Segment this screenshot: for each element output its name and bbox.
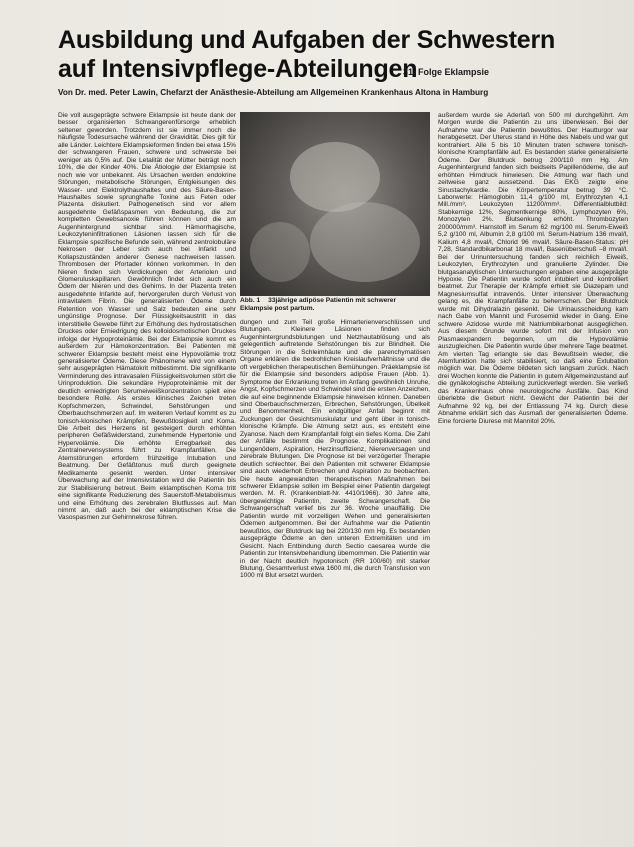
byline: Von Dr. med. Peter Lawin, Chefarzt der Anästhesie-Abteilung am Allgemeinen Krankenhaus Altona in Hamburg [58,88,489,97]
text-column-2 [240,319,430,840]
text-column-1 [58,112,236,840]
column-2-text: dungen und zum Teil große Hirnarterienverschlüssen und Blutungen. Kleinere Läsionen finden sich Augenhintergrundsblutungen und Netzhautablösung und als gelegentlich auftretende Sehstörungen bis zur Blindheit. Die Störungen in die Schleimhäute und die parenchymatösen Organe erklären die bedrohlichen Kreislaufverhältnisse und die oft vergeblichen therapeutischen Bemühungen. Präeklampsie ist für die Eklampsie sind besonders adipöse Frauen (Abb. 1). Symptome der Erkrankung treten im Anfang gewöhnlich Unruhe, Angst, Kopfschmerzen und Schwindel sind die ersten Anzeichen, die auf eine beginnende Eklampsie hinweisen können. Daneben sind Oberbauchschmerzen, Erbrechen, Sehstörungen, Übelkeit und Benommenheit. Ein endgültiger Anfall beginnt mit Zuckungen der Gesichtsmuskulatur und geht über in tonisch-klonische Krämpfe. Die Atmung setzt aus, es entsteht eine Zyanose. Nach dem Krampfanfall folgt ein tiefes Koma. Die Zahl der Anfälle bestimmt die Prognose. Komplikationen sind Lungenödem, Aspiration, Herzinsuffizienz, Nierenversagen und zerebrale Blutungen. Die Prognose ist bei verzögerter Therapie deutlich schlechter. Bei den Patienten mit schwerer Eklampsie sind auch wiederholt Erbrechen und Aspiration zu beobachten. Die heute angewandten therapeutischen Maßnahmen bei schwerer Eklampsie sollen im Beispiel einer Patientin dargelegt werden. M. R. (Krankenblatt-Nr. 4410/1966). 30 Jahre alte, übergewichtige Patientin, zweite Schwangerschaft. Die Schwangerschaft verlief bis zur 36. Woche unauffällig. Die Patientin wurde mit vorzeitigen Wehen und generalisierten Ödemen aufgenommen. Bei der Aufnahme war die Patientin bewußtlos, der Blutdruck lag bei 220/130 mm Hg. Es bestanden ausgeprägte Ödeme an den unteren Extremitäten und im Gesicht. Nach Entbindung durch Sectio caesarea wurde die Patientin zur Intensivbehandlung übernommen. Die Patientin war in der Nacht deutlich hypotonisch (RR 100/60) mit starker Blutung, Gesamtverlust etwa 1600 ml, die durch Transfusion von 1000 ml Blut ersetzt wurden. [240,319,430,580]
figure-caption-text: 33jährige adipöse Patientin mit schwerer Eklampsie post partum. [240,297,397,312]
series-label: 31. Folge Eklampsie [403,67,490,77]
column-3-text: außerdem wurde sie Aderlaß von 500 ml durchgeführt. Am Morgen wurde die Patientin zu uns überwiesen. Bei der Aufnahme war die Patientin bewußtlos. Der Hautturgor war herabgesetzt. Der Uterus stand in Höhe des Nabels und war gut kontrahiert. Alle 5 bis 10 Minuten traten schwere tonisch-klonische Krampfanfälle auf. Es bestanden starke generalisierte Ödeme. Der Blutdruck betrug 200/110 mm Hg. Am Augenhintergrund fanden sich beidseits Papillenödeme, die auf erhöhten Hirndruck hinwiesen. Die Atmung war flach und zeitweise ganz aussetzend. Das EKG zeigte eine Sinustachykardie. Die Körpertemperatur betrug 39 °C. Laborwerte: Hämoglobin 11,4 g/100 ml, Erythrozyten 4,1 Mill./mm³, Leukozyten 11200/mm³. Differentialblutbild: Stabkernige 12%, Segmentkernige 80%, Lymphozyten 6%, Monozyten 2%. Blutsenkung erhöht. Thrombozyten 200000/mm³. Harnstoff im Serum 62 mg/100 ml. Serum-Eiweiß 5,2 g/100 ml, Albumin 2,8 g/100 ml. Serum-Natrium 136 mval/l, Kalium 4,8 mval/l, Chlorid 96 mval/l. Säure-Basen-Status: pH 7,28, Standardbikarbonat 18 mval/l, Basenüberschuß –8 mval/l. Bei der Urinuntersuchung fanden sich reichlich Eiweiß, Leukozyten, Erythrozyten und granulierte Zylinder. Die blutgasanalytischen Untersuchungen ergaben eine ausgeprägte Hypoxie. Die Patientin wurde sofort intubiert und kontrolliert beatmet. Zur Therapie der Krämpfe erhielt sie Diazepam und Magnesiumsulfat intravenös. Unter intensiver Überwachung gelang es, die Krampfanfälle zu beherrschen. Der Blutdruck wurde mit Dihydralazin gesenkt. Die Urinausscheidung kam nach Gabe von Mannit und Furosemid wieder in Gang. Eine schwere Azidose wurde mit Natriumbikarbonat ausgeglichen. Aus diesem Grunde wurde sofort mit der Infusion von Plasmaexpandern begonnen, um die Hypovolämie auszugleichen. Die Patientin wurde über mehrere Tage beatmet. Am vierten Tag erlangte sie das Bewußtsein wieder, die Atemfunktion hatte sich stabilisiert, so daß eine Extubation möglich war. Die Ödeme bildeten sich langsam zurück. Nach drei Wochen konnte die Patientin in gutem Allgemeinzustand auf die gynäkologische Abteilung zurückverlegt werden. Sie verließ das Krankenhaus ohne neurologische Ausfälle. Das Kind überlebte die Geburt nicht. Gewicht der Patientin bei der Aufnahme 92 kg, bei der Entlassung 74 kg. Durch diese Abnahme erklärt sich das Ausmaß der generalisierten Ödeme. Eine forcierte Diurese mit Mannitol 20%. [438,112,628,425]
figure-caption [240,297,430,312]
title-line-2: auf Intensivpflege-Abteilungen [58,55,418,83]
patient-photo [240,112,430,296]
figure-label: Abb. 1 [240,297,261,304]
photo-highlight [250,222,310,282]
photo-highlight [310,202,420,282]
title-line-1: Ausbildung und Aufgaben der Schwestern [58,26,556,54]
column-1-text: Die voll ausgeprägte schwere Eklampsie ist heute dank der besser organisierten Schwangerenfürsorge erheblich seltener geworden. Trotzdem ist sie immer noch die häufigste Todesursache während der Gravidität. Dies gilt für alle Länder. Leichtere Eklampsieformen finden bei etwa 15% der schwangeren Frauen, schwere und schwerste bei weniger als 0,5% auf. Die Letalität der Mütter beträgt noch 10%, die der Kinder 40%. Die Ätiologie der Eklampsie ist noch wie vor unbekannt. Als Ursachen werden endokrine Störungen, metabolische Störungen, Entgleisungen des Wasser- und Elektrolythaushaltes und des Säure-Basen-Haushaltes sowie sprunghafte Toxine aus Feten oder Plazenta diskutiert. Pathogenetisch sind vor allem ausgedehnte Gefäßspasmen von Bedeutung, die zur kompletten Gewebsanoxie führen können und die am Augenhintergrund sichtbar sind. Hämorrhagische, Leukozyteninfiltrationen Läsionen lassen sich für die Eklampsie spezifische Befunde sein, während zentrolobuläre Nekrosen der Leber sich auch bei Infarkt und Kollapszuständen anderer Genese nachweisen lassen. Thrombosen der Pfortader können vorkommen. In den Nieren finden sich Verdickungen der Arteriolen und Glomeruluskapillaren. Gewöhnlich findet sich auch ein Ödem der Nieren und des Gehirns. In der Plazenta treten ausgedehnte Infarkte auf, hervorgerufen durch Verlust von intravitalem Fibrin. Die generalisierten Ödeme durch Retention von Wasser und Salz bedeuten eine sehr ungünstige Prognose. Der Flüssigkeitsaustritt in das interstitielle Gewebe führt zur Erhöhung des hydrostatischen Druckes oder Erniedrigung des kolloidosmotischen Druckes infolge der Hypoproteinämie. Bei der Eklampsie kommt es außerdem zur Hämokonzentration. Bei Patienten mit schwerer Eklampsie besteht meist eine Hypovolämie trotz generalisierter Ödeme. Diese Phänomene wird von einem sehr ausgeprägten Hämatokrit mitbestimmt. Die signifikante Verminderung des intravasalen Flüssigkeitsvolumen stört die Urinproduktion. Die sekundäre Hypoproteinämie mit der deutlich erniedrigten Serumeiweißkonzentration spielt eine besondere Rolle. Als erstes klinisches Zeichen treten Kopfschmerzen, Schwindel, Sehstörungen und Oberbauchschmerzen auf. Im weiteren Verlauf kommt es zu tonisch-klonischen Krämpfen, Bewußtlosigkeit und Koma. Die Arbeit des Herzens ist gesteigert durch erhöhten peripheren Gefäßwiderstand, zunehmende Hypertonie und Hypervolämie. Die erhöhte Erregbarkeit des Zentralnervensystems führt zu Krampfanfällen. Die Atemstörungen erfordern frühzeitige Intubation und Beatmung. Der Gefäßtonus muß durch geeignete Medikamente gesenkt werden. Unter intensiver Überwachung auf der Intensivstation wird die Patientin bis zur Stabilisierung betreut. Beim eklamptischen Koma tritt eine signifikante Reduzierung des Sauerstoff-Metabolismus und eine Erhöhung des zerebralen Blutflusses auf. Man nimmt an, daß auch bei der eklamptischen Krise die Vasospasmen zur Gehirnnekrose führen. [58,112,236,522]
text-column-3 [438,112,628,840]
